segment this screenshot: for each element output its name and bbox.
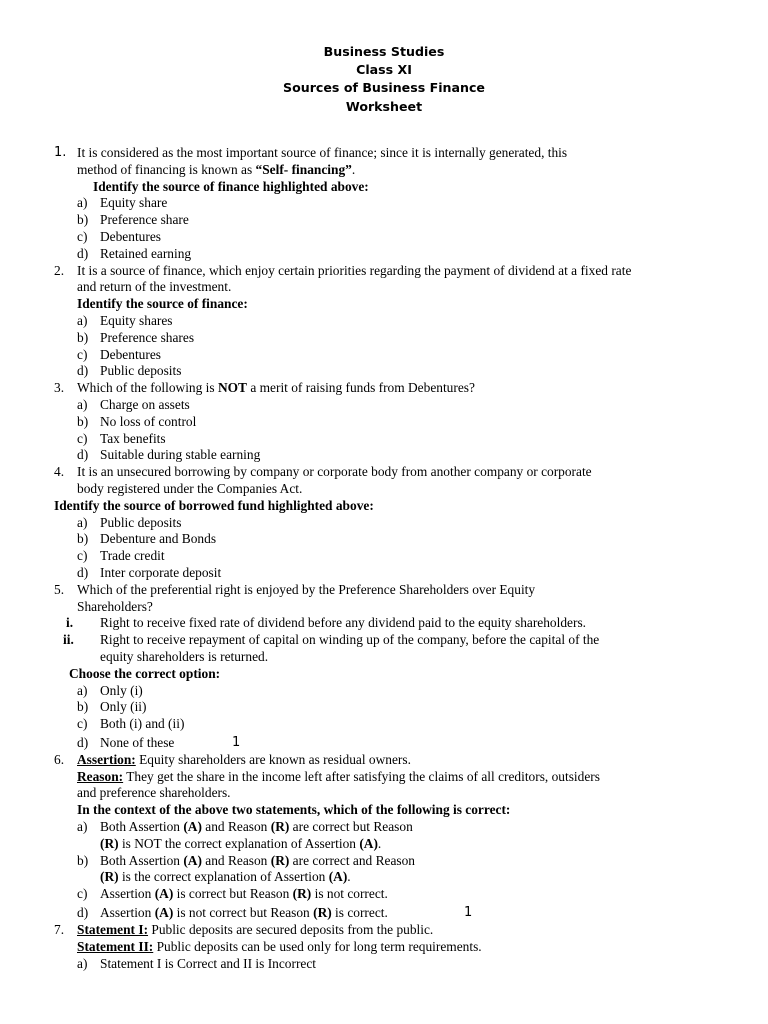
question-1: [0, 145, 768, 162]
a-symbol: (A): [183, 819, 202, 835]
a-symbol: (A): [183, 852, 202, 868]
option-text: Statement I is Correct and II is Incorrect: [100, 955, 317, 971]
option-key: b): [77, 531, 89, 547]
option-text: Retained earning: [100, 245, 192, 261]
statement-text: Public deposits are secured deposits from the public.: [148, 922, 434, 938]
option-text: Debentures: [100, 228, 161, 244]
option-item: [0, 699, 768, 716]
text-segment: is the correct explanation of Assertion: [118, 869, 329, 885]
right-text-cont: equity shareholders is returned.: [100, 648, 269, 664]
option-item: [0, 347, 768, 364]
option-item: [0, 431, 768, 448]
option-item: [0, 515, 768, 532]
option-key: b): [77, 212, 89, 228]
text-segment: Assertion: [100, 905, 155, 921]
text-segment: are correct but Reason: [289, 819, 413, 835]
option-text: Preference shares: [100, 329, 195, 345]
option-text: Trade credit: [100, 548, 165, 564]
option-key: b): [77, 852, 89, 868]
text-segment: .: [351, 161, 356, 177]
option-text: Inter corporate deposit: [100, 564, 222, 580]
question-1-options: [0, 195, 768, 262]
option-text: Debentures: [100, 346, 161, 362]
question-4-instruction: [0, 498, 768, 515]
text-segment: Which of the following is: [77, 380, 218, 396]
statement-text: Public deposits can be used only for long term requirements.: [153, 938, 482, 954]
question-4: [0, 464, 768, 481]
option-text: [100, 886, 388, 903]
question-3: [0, 380, 768, 397]
option-text: Debenture and Bonds: [100, 531, 217, 547]
right-text: Right to receive fixed rate of dividend before any dividend paid to the equity shareholders.: [100, 615, 586, 631]
option-key: d): [77, 363, 89, 379]
question-text-cont: and return of the investment.: [77, 279, 232, 295]
option-key: a): [77, 682, 88, 698]
question-number: 3.: [54, 380, 65, 396]
option-key: c): [77, 886, 88, 902]
reason-label: Reason:: [77, 768, 124, 784]
option-key: b): [77, 329, 89, 345]
option-item: [0, 733, 768, 752]
question-number: 6.: [54, 751, 65, 767]
question-number: 4.: [54, 464, 65, 480]
assertion: [77, 752, 411, 769]
option-text: Only (i): [100, 682, 143, 698]
option-text: Preference share: [100, 212, 189, 228]
question-7: [0, 922, 768, 939]
option-item: [0, 246, 768, 263]
question-4-line-2: [0, 481, 768, 498]
question-2: [0, 263, 768, 280]
option-b: [0, 853, 768, 870]
option-a: [0, 819, 768, 836]
option-key: a): [77, 195, 88, 211]
question-text-cont: body registered under the Companies Act.: [77, 480, 303, 496]
option-text: Only (ii): [100, 699, 147, 715]
option-item: [0, 212, 768, 229]
text-segment: is not correct but Reason: [173, 905, 314, 921]
question-number: 5.: [54, 581, 65, 597]
question-2-line-2: [0, 279, 768, 296]
option-a-line-2: [0, 836, 768, 853]
reason-text: They get the share in the income left after satisfying the claims of all creditors, outsiders: [123, 768, 600, 784]
assertion-text: Equity shareholders are known as residual owners.: [135, 751, 411, 767]
question-1-instruction: [0, 179, 768, 196]
text-segment: are correct and Reason: [289, 852, 415, 868]
option-text: Charge on assets: [100, 396, 190, 412]
right-ii-line-2: [0, 649, 768, 666]
instruction: In the context of the above two statements, which of the following is correct:: [77, 802, 511, 818]
option-text: [100, 819, 413, 836]
question-number: 2.: [54, 262, 65, 278]
option-item: [0, 716, 768, 733]
self-financing-term: “Self- financing”: [255, 161, 352, 177]
marks-label: 1: [232, 734, 241, 750]
option-key: c): [77, 430, 88, 446]
statement-label: Statement I:: [77, 922, 149, 938]
option-key: d): [77, 564, 89, 580]
worksheet-header: [0, 43, 768, 116]
right-i: [0, 615, 768, 632]
option-key: d): [77, 447, 89, 463]
text-segment: Both Assertion: [100, 819, 184, 835]
instruction: Identify the source of finance:: [77, 296, 248, 312]
option-item: [0, 548, 768, 565]
option-key: d): [77, 245, 89, 261]
instruction: Identify the source of borrowed fund highlighted above:: [54, 497, 374, 513]
question-text-cont: Shareholders?: [77, 598, 153, 614]
text-segment: method of financing is known as: [77, 161, 256, 177]
worksheet-title: Worksheet: [345, 98, 423, 114]
chapter-title: Sources of Business Finance: [283, 80, 485, 96]
assertion-label: Assertion:: [77, 751, 136, 767]
option-item: [0, 565, 768, 582]
r-symbol: (R): [313, 905, 332, 921]
question-6-instruction: [0, 802, 768, 819]
option-key: a): [77, 396, 88, 412]
text-segment: and Reason: [201, 852, 271, 868]
roman-numeral: ii.: [63, 632, 74, 648]
question-6: [0, 752, 768, 769]
r-symbol: (R): [270, 819, 290, 835]
question-5: [0, 582, 768, 599]
text-segment: is not correct.: [311, 886, 388, 902]
statement-2: [77, 939, 482, 956]
option-key: a): [77, 514, 88, 530]
roman-numeral: i.: [66, 615, 74, 631]
option-item: [0, 447, 768, 464]
right-ii: [0, 632, 768, 649]
statement-label: Statement II:: [77, 938, 154, 954]
question-5-options: [0, 683, 768, 752]
option-item: [0, 683, 768, 700]
question-text: Which of the preferential right is enjoyed by the Preference Shareholders over Equity: [77, 581, 536, 597]
option-item: [0, 397, 768, 414]
option-text: Both (i) and (ii): [100, 716, 185, 732]
option-text: Equity share: [100, 195, 168, 211]
option-item: [0, 531, 768, 548]
r-symbol: (R): [270, 852, 290, 868]
emphasis: NOT: [217, 380, 247, 396]
option-text: Public deposits: [100, 514, 182, 530]
question-number: 1.: [54, 145, 67, 160]
question-3-options: [0, 397, 768, 464]
option-key: c): [77, 228, 88, 244]
option-text: None of these: [100, 734, 175, 750]
questions: [0, 145, 768, 972]
option-text-cont: [100, 869, 351, 886]
a-symbol: (A): [154, 905, 174, 921]
reason-line-2: [0, 785, 768, 802]
instruction: Choose the correct option:: [69, 665, 221, 681]
option-key: c): [77, 548, 88, 564]
option-b-line-2: [0, 869, 768, 886]
question-2-options: [0, 313, 768, 380]
r-symbol: (R): [100, 869, 119, 885]
option-item: [0, 330, 768, 347]
option-key: a): [77, 819, 88, 835]
option-item: [0, 313, 768, 330]
option-key: b): [77, 413, 89, 429]
right-text: Right to receive repayment of capital on winding up of the company, before the capital of the: [100, 632, 600, 648]
question-4-options: [0, 515, 768, 582]
option-text-cont: [100, 836, 381, 853]
question-text: It is considered as the most important source of finance; since it is internally generated, this: [77, 145, 568, 160]
question-text: It is an unsecured borrowing by company or corporate body from another company or corporate: [77, 464, 592, 480]
option-text: No loss of control: [100, 413, 197, 429]
text-segment: is correct.: [331, 905, 388, 921]
text-segment: .: [377, 835, 382, 851]
text-segment: is correct but Reason: [173, 886, 293, 902]
reason: [77, 769, 600, 786]
option-key: a): [77, 955, 88, 971]
option-item: [0, 363, 768, 380]
question-2-instruction: [0, 296, 768, 313]
text-segment: .: [347, 869, 351, 885]
text-segment: Both Assertion: [100, 852, 184, 868]
question-number: 7.: [54, 922, 65, 938]
marks-label: 1: [464, 905, 473, 921]
question-text-cont: [77, 162, 355, 179]
question-1-line-2: [0, 162, 768, 179]
option-text: [100, 853, 415, 870]
option-text: [100, 903, 388, 922]
option-key: b): [77, 699, 89, 715]
instruction: Identify the source of finance highlighted above:: [93, 178, 369, 194]
option-c: [0, 886, 768, 903]
option-text: Tax benefits: [100, 430, 166, 446]
class-title: Class XI: [356, 62, 412, 78]
r-symbol: (R): [100, 835, 119, 851]
option-item: [0, 195, 768, 212]
option-key: c): [77, 716, 88, 732]
question-text: It is a source of finance, which enjoy certain priorities regarding the payment of dividend at a fixed rate: [77, 262, 632, 278]
a-symbol: (A): [154, 886, 174, 902]
question-5-instruction: [0, 666, 768, 683]
option-key: c): [77, 346, 88, 362]
option-text: Public deposits: [100, 363, 182, 379]
text-segment: is NOT the correct explanation of Assertion: [118, 835, 360, 851]
a-symbol: (A): [359, 835, 378, 851]
reason-line: [0, 769, 768, 786]
option-item: [0, 229, 768, 246]
statement-2-line: [0, 939, 768, 956]
option-key: d): [77, 734, 89, 750]
option-text: Equity shares: [100, 312, 173, 328]
question-5-line-2: [0, 599, 768, 616]
option-a: [0, 956, 768, 973]
option-text: Suitable during stable earning: [100, 447, 261, 463]
a-symbol: (A): [328, 869, 348, 885]
text-segment: a merit of raising funds from Debentures?: [246, 380, 475, 396]
question-text: [77, 380, 475, 397]
statement-1: [77, 922, 433, 939]
reason-text-cont: and preference shareholders.: [77, 785, 231, 801]
r-symbol: (R): [292, 886, 312, 902]
subject-title: Business Studies: [323, 44, 445, 59]
option-key: a): [77, 312, 88, 328]
option-key: d): [77, 905, 89, 921]
text-segment: Assertion: [100, 886, 155, 902]
option-d: [0, 903, 768, 922]
option-item: [0, 414, 768, 431]
text-segment: and Reason: [201, 819, 271, 835]
